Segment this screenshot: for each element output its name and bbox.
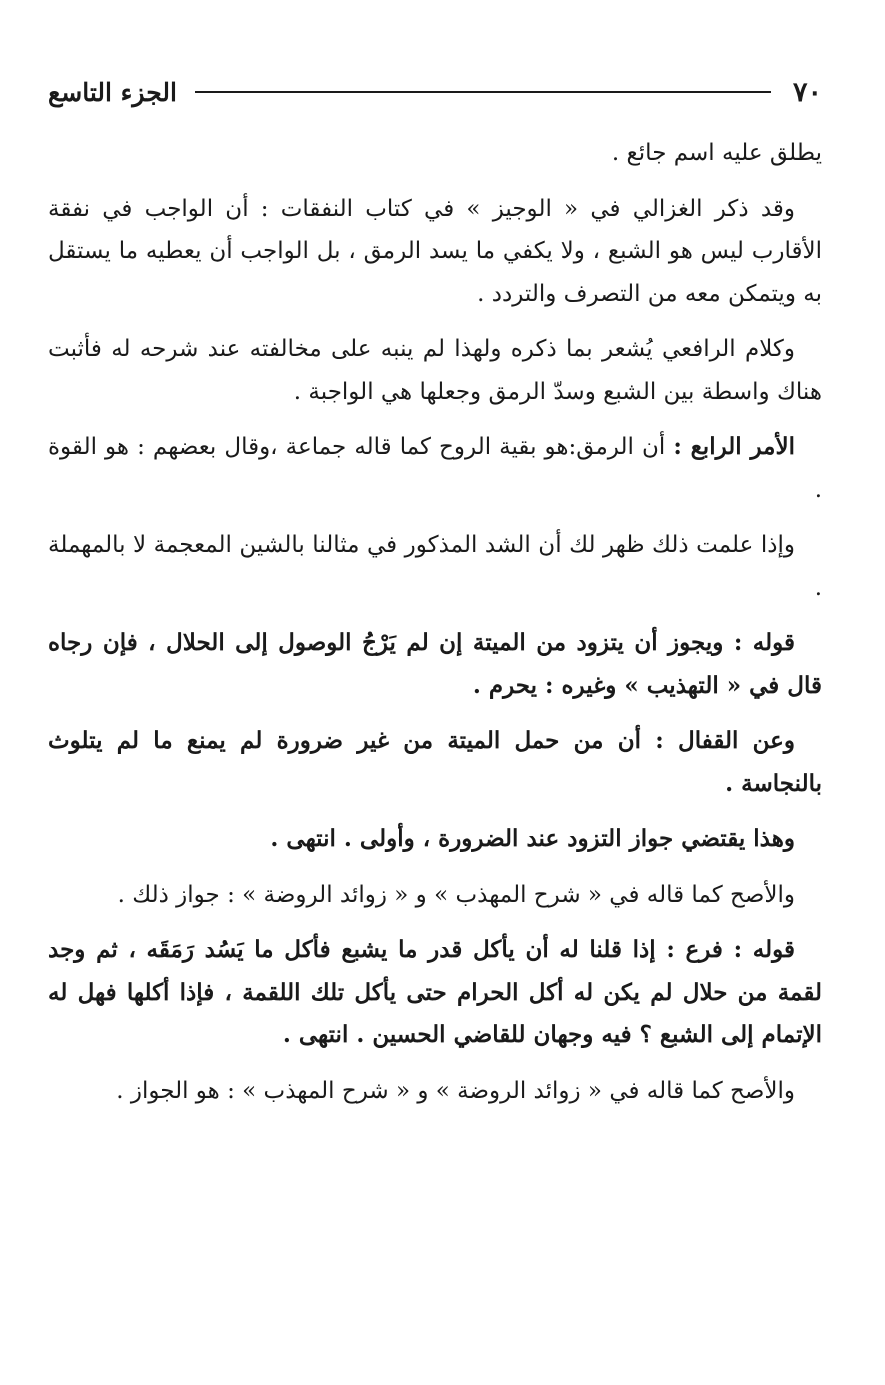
paragraph-continuation: يطلق عليه اسم جائع .: [611, 140, 822, 166]
paragraph-quote-branch: قوله : فرع : إذا قلنا له أن يأكل قدر ما يشبع فأكل ما يَسُد رَمَقَه ، ثم وجد لقمة من حلال لم يكن له أكل الحرام حتى يأكل تلك اللقمة ، فإذا أكلها فهل له الإتمام إلى الشبع ؟ فيه وجهان للقاضي الحسين . انتهى .: [48, 936, 822, 1048]
paragraph-shin-note: وإذا علمت ذلك ظهر لك أن الشد المذكور في مثالنا بالشين المعجمة لا بالمهملة .: [48, 532, 822, 601]
paragraph-qaffal: وعن القفال : أن من حمل الميتة من غير ضرورة لم يمنع ما لم يتلوث بالنجاسة .: [48, 727, 822, 797]
header-rule: [195, 91, 771, 93]
paragraph-sahih-2: والأصح كما قاله في « زوائد الروضة » و « شرح المهذب » : هو الجواز .: [116, 1077, 795, 1104]
paragraph-lead-heading: الأمر الرابع :: [673, 433, 795, 460]
paragraph-implication: وهذا يقتضي جواز التزود عند الضرورة ، وأولى . انتهى .: [270, 825, 795, 852]
paragraph-ghazali-wajiz: وقد ذكر الغزالي في « الوجيز » في كتاب النفقات : أن الواجب في نفقة الأقارب ليس هو الشبع ، ولا يكفي ما يسد الرمق ، بل الواجب أن يعطيه ما يستقل به ويتمكن معه من التصرف والتردد .: [48, 195, 822, 307]
running-title: الجزء التاسع: [48, 77, 177, 107]
book-page: [48, 70, 822, 1125]
paragraph-fourth-matter: [48, 426, 822, 511]
paragraph-quote-provisioning: قوله : ويجوز أن يتزود من الميتة إن لم يَرْجُ الوصول إلى الحلال ، فإن رجاه قال في « التهذيب » وغيره : يحرم .: [48, 629, 822, 699]
paragraph-sahih-1: والأصح كما قاله في « شرح المهذب » و « زوائد الروضة » : جواز ذلك .: [117, 881, 795, 908]
page-number: ٧٠: [792, 76, 822, 108]
paragraph-body-text: أن الرمق:هو بقية الروح كما قاله جماعة ،وقال بعضهم : هو القوة .: [48, 434, 822, 503]
paragraph-rafii: وكلام الرافعي يُشعر بما ذكره ولهذا لم ينبه على مخالفته عند شرحه له فأثبت هناك واسطة بين الشبع وسدّ الرمق وجعلها هي الواجبة .: [48, 336, 822, 405]
page-header: [48, 70, 822, 114]
